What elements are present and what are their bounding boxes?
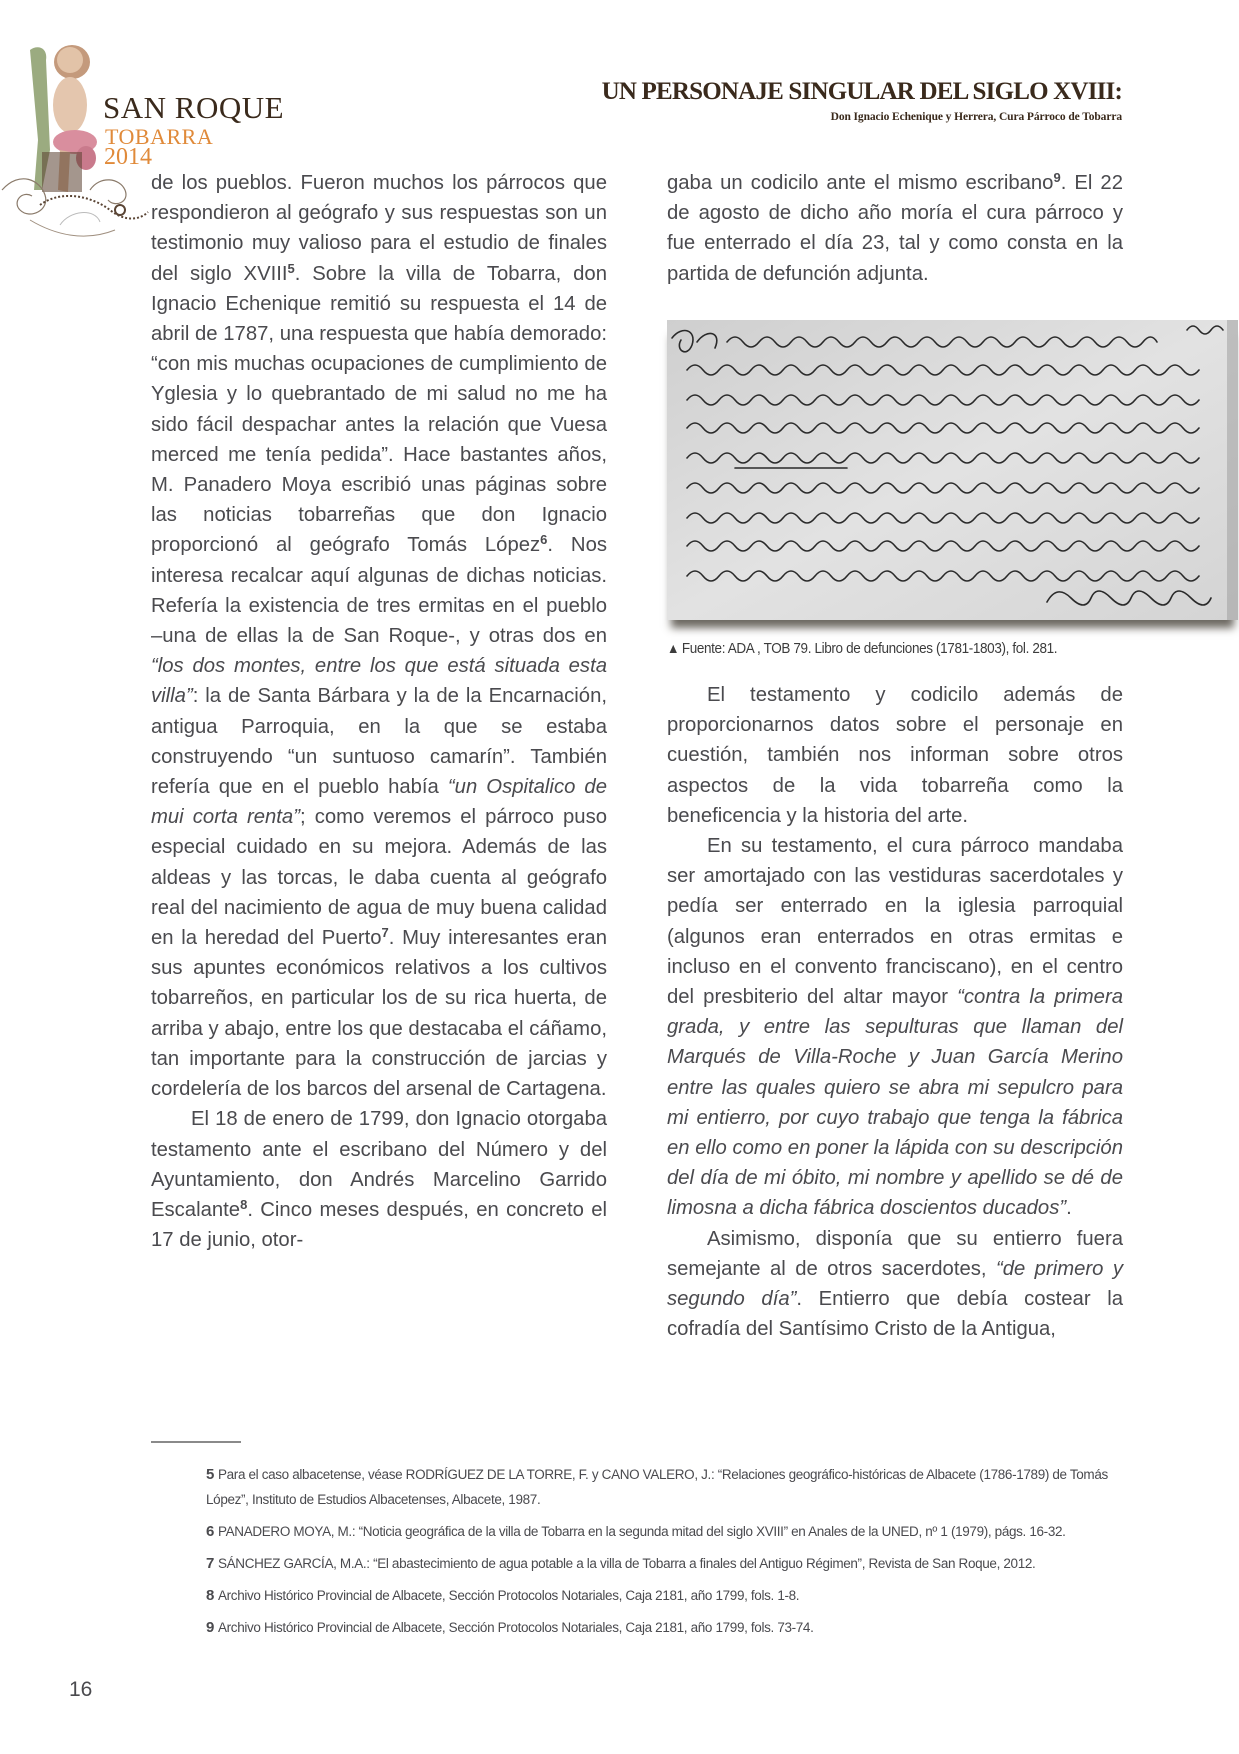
logo-city: TOBARRA bbox=[105, 124, 214, 149]
footnote-ref[interactable]: 9 bbox=[1053, 170, 1061, 185]
paragraph: El testamento y codicilo además de proporcionarnos datos sobre el personaje en cuestión, también nos informan sobre otros aspectos de la vida tobarreña como la beneficencia y la historia del arte. bbox=[667, 684, 1123, 827]
paragraph: En su testamento, el cura párroco mandaba ser amortajado con las vestiduras sacerdotales y pedía ser enterrado en la iglesia parroquial (algunos eran enterrados en otras ermitas e incluso en el convento franciscano), en el centro del presbiterio del altar mayor “contra la primera grada, y entre las sepulturas que llaman del Marqués de Villa-Roche y Juan García Merino entre las quales quiero se abra mi sepulcro para mi entierro, por cuyo trabajo que tenga la fábrica en ello como en poner la lápida con su descripción del día de mi óbito, mi nombre y apellido se dé de limosna a dicha fábrica doscientos ducados”. bbox=[667, 835, 1123, 1220]
footnote-ref[interactable]: 6 bbox=[540, 532, 548, 548]
quote: “de primero y segundo día” bbox=[667, 1257, 1123, 1311]
page-number: 16 bbox=[69, 1678, 93, 1701]
footnote: 5 Para el caso albacetense, véase RODRÍGUEZ DE LA TORRE, F. y CANO VALERO, J.: “Relaciones geográfico-históricas de Albacete (1786-1789) de Tomás López”, Instituto de Estudios Albacetenses, Albacete, 1987. bbox=[206, 1466, 1108, 1507]
logo-year: 2014 bbox=[104, 144, 152, 170]
running-title: UN PERSONAJE SINGULAR DEL SIGLO XVIII: bbox=[601, 78, 1122, 105]
footnote-number: 5 bbox=[206, 1466, 214, 1483]
paragraph: de los pueblos. Fueron muchos los párrocos que respondieron al geógrafo y sus respuestas son un testimonio muy valioso para el estudio de finales del siglo XVIII$^5$. Sobre la villa de Tobarra, don Ignacio Echenique remitió su respuesta el 14 de abril de 1787, una respuesta que había demorado: “con mis muchas ocupaciones de cumplimiento de Yglesia y lo quebrantado de mi salud no me ha sido fácil despachar antes la relación que Vuesa merced me tenía pedida”. Hace bastantes años, M. Panadero Moya escribió unas páginas sobre las noticias tobarreñas que don Ignacio proporcionó al geógrafo Tomás López$^6$. Nos interesa recalcar aquí algunas de dichas noticias. Refería la existencia de tres ermitas en el pueblo –una de ellas la de San Roque-, y otras dos en “los dos montes, entre los que está situada esta villa”: la de Santa Bárbara y la de la Encarnación, antigua Parroquia, en la que se estaba construyendo “un suntuoso camarín”. También refería que en el pueblo había “un Ospitalico de mui corta renta”; como veremos el párroco puso especial cuidado en su mejora. Además de las aldeas y las torcas, le daba cuenta al geógrafo real del nacimiento de agua de muy buena calidad en la heredad del Puerto$^7$. Muy interesantes eran sus apuntes económicos relativos a los cultivos tobarreños, en particular los de su rica huerta, de arriba y abajo, entre los que destacaba el cáñamo, tan importante para la construcción de jarcias y cordelería de los barcos del arsenal de Cartagena. bbox=[151, 172, 607, 1101]
footnote-ref[interactable]: 5 bbox=[287, 260, 295, 276]
left-column bbox=[151, 168, 607, 1255]
handwriting-icon bbox=[667, 320, 1238, 620]
footnote-number: 9 bbox=[206, 1619, 214, 1636]
manuscript-image bbox=[667, 320, 1238, 620]
footnote: 8 Archivo Histórico Provincial de Albacete, Sección Protocolos Notariales, Caja 2181, año 1799, fols. 1-8. bbox=[206, 1587, 800, 1604]
footnote: 6 PANADERO MOYA, M.: “Noticia geográfica de la villa de Tobarra en la segunda mitad del siglo XVIII” en Anales de la UNED, nº 1 (1979), págs. 16-32. bbox=[206, 1523, 1066, 1540]
footnote: 9 Archivo Histórico Provincial de Albacete, Sección Protocolos Notariales, Caja 2181, año 1799, fols. 73-74. bbox=[206, 1619, 814, 1636]
figure-caption: ▲ Fuente: ADA , TOB 79. Libro de defunciones (1781-1803), fol. 281. bbox=[667, 640, 1058, 657]
footnote-divider bbox=[151, 1441, 241, 1443]
quote: “un Ospitalico de mui corta renta” bbox=[151, 776, 607, 829]
right-column-bottom bbox=[667, 680, 1123, 1344]
footnote: 7 SÁNCHEZ GARCÍA, M.A.: “El abastecimiento de agua potable a la villa de Tobarra a finales del Antiguo Régimen”, Revista de San Roque, 2012. bbox=[206, 1555, 1036, 1572]
quote: “los dos montes, entre los que está situada esta villa” bbox=[151, 655, 607, 708]
paragraph: El 18 de enero de 1799, don Ignacio otorgaba testamento ante el escribano del Número y del Ayuntamiento, don Andrés Marcelino Garrido Escalante$^8$. Cinco meses después, en concreto el 17 de junio, otor- bbox=[151, 1108, 607, 1252]
footnote-number: 8 bbox=[206, 1587, 214, 1604]
manuscript-figure bbox=[667, 320, 1238, 620]
paragraph: gaba un codicilo ante el mismo escribano$^9$. El 22 de agosto de dicho año moría el cura párroco y fue enterrado el día 23, tal y como consta en la partida de defunción adjunta. bbox=[667, 170, 1123, 285]
quote: “contra la primera grada, y entre las sepulturas que llaman del Marqués de Villa-Roche y Juan García Merino entre las quales quiero se abra mi sepulcro para mi entierro, por cuyo trabajo que tenga la fábrica en ello como en poner la lápida con su descripción del día de mi óbito, mi nombre y apellido se dé de limosna a dicha fábrica doscientos ducados” bbox=[667, 986, 1123, 1220]
logo-title: SAN ROQUE bbox=[103, 90, 285, 125]
footnote-ref[interactable]: 7 bbox=[381, 925, 389, 941]
footnotes bbox=[206, 1462, 1126, 1647]
triangle-up-icon: ▲ bbox=[667, 640, 680, 656]
running-subtitle: Don Ignacio Echenique y Herrera, Cura Párroco de Tobarra bbox=[830, 111, 1122, 123]
footnote-ref[interactable]: 8 bbox=[240, 1196, 248, 1212]
right-column-top bbox=[667, 168, 1123, 289]
footnote-number: 7 bbox=[206, 1555, 214, 1572]
footnote-number: 6 bbox=[206, 1523, 214, 1540]
paragraph: Asimismo, disponía que su entierro fuera semejante al de otros sacerdotes, “de primero y segundo día”. Entierro que debía costear la cofradía del Santísimo Cristo de la Antigua, bbox=[667, 1227, 1123, 1341]
